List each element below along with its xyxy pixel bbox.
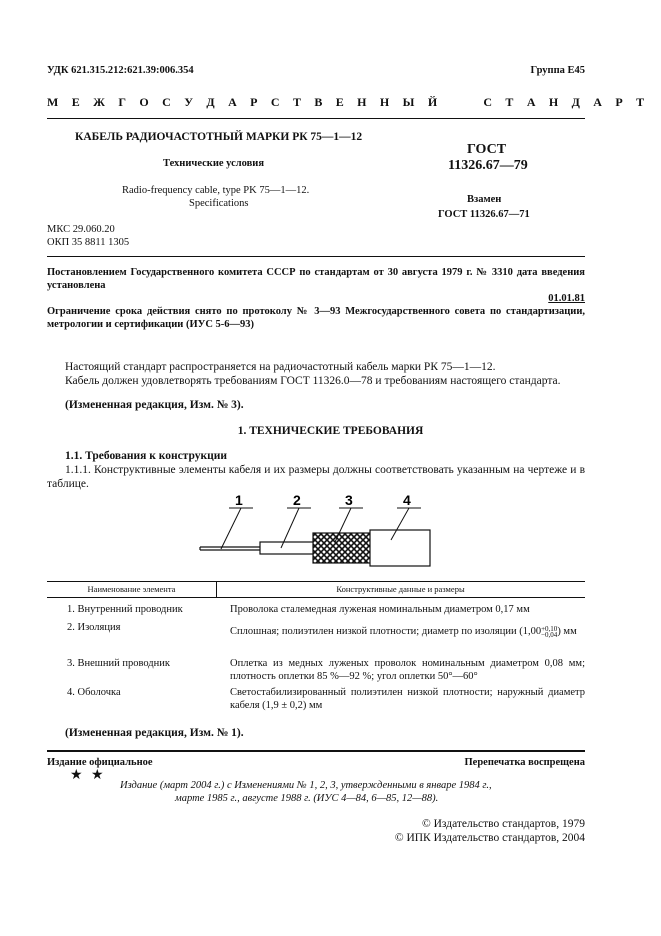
restriction-text: Ограничение срока действия снято по протоколу № 3—93 Межгосударственного совета по стандартизации, метрологии и сертификации (ИУС 5-6—93) — [47, 306, 585, 330]
table-header-data: Конструктивные данные и размеры — [336, 584, 465, 594]
cable-drawing — [195, 492, 445, 572]
udk-code: УДК 621.315.212:621.39:006.354 — [47, 65, 194, 76]
subsection-title: 1.1. Требования к конструкции — [65, 450, 227, 462]
callout-1: 1 — [235, 492, 243, 508]
amendment-note-3: (Измененная редакция, Изм. № 3). — [65, 399, 244, 411]
edition-note-line1: Издание (март 2004 г.) с Изменениями № 1, 2, 3, утвержденными в январе 1984 г., — [120, 780, 492, 791]
reprint-prohibited: Перепечатка воспрещена — [464, 757, 585, 768]
table-row-2-data-text: Сплошная; полиэтилен низкой плотности; диаметр по изоляции — [230, 626, 517, 637]
official-edition: Издание официальное — [47, 757, 153, 768]
header-rule — [47, 118, 585, 119]
callout-2: 2 — [293, 492, 301, 508]
title-rule — [47, 256, 585, 257]
english-title-line1: Radio-frequency cable, type PK 75—1—12. — [122, 185, 310, 196]
document-subtitle: Технические условия — [163, 158, 265, 169]
insulation-diameter-formula: (1,00 +0,10 −0,04 ) мм — [519, 624, 577, 639]
callout-4: 4 — [403, 492, 411, 508]
table-row-3-name: 3. Внешний проводник — [67, 658, 170, 669]
replaces-label: Взамен — [467, 194, 502, 205]
table-row-2-name: 2. Изоляция — [67, 622, 121, 633]
table-row-4-data: Светостабилизированный полиэтилен низкой плотности; наружный диаметр кабеля (1,9 ± 0,2) мм — [230, 687, 585, 711]
callout-3: 3 — [345, 492, 353, 508]
english-title-line2: Specifications — [189, 198, 249, 209]
footer-rule — [47, 750, 585, 752]
outer-conductor-braid — [313, 533, 371, 563]
jacket — [370, 530, 430, 566]
table-row-1-data: Проволока сталемедная луженая номинальным диаметром 0,17 мм — [230, 604, 530, 615]
okp-code: ОКП 35 8811 1305 — [47, 237, 130, 248]
mks-code: МКС 29.060.20 — [47, 224, 115, 235]
edition-note-line2: марте 1985 г., августе 1988 г. (ИУС 4—84, 6—85, 12—88). — [175, 793, 439, 804]
replaces-number: ГОСТ 11326.67—71 — [438, 209, 530, 220]
table-row-4-name: 4. Оболочка — [67, 687, 121, 698]
intro-paragraph-1: Настоящий стандарт распространяется на радиочастотный кабель марки РК 75—1—12. — [65, 361, 496, 373]
standard-banner: М Е Ж Г О С У Д А Р С Т В Е Н Н Ы Й С Т А Н Д А Р Т — [47, 95, 650, 109]
clause-text: 1.1.1. Конструктивные элементы кабеля и их размеры должны соответствовать указанным на чертеже и в таблице. — [47, 464, 585, 490]
stars-mark: ★ ★ — [70, 767, 106, 783]
copyright-1979: © Издательство стандартов, 1979 — [421, 818, 585, 830]
decree-text: Постановлением Государственного комитета СССР по стандартам от 30 августа 1979 г. № 3310 дата введения установлена — [47, 267, 585, 291]
effective-date: 01.01.81 — [548, 293, 585, 304]
insulation — [260, 542, 316, 554]
document-title: КАБЕЛЬ РАДИОЧАСТОТНЫЙ МАРКИ РК 75—1—12 — [75, 131, 363, 143]
table-top-rule — [47, 581, 585, 582]
table-row-2-data — [230, 621, 585, 638]
amendment-note-1: (Измененная редакция, Изм. № 1). — [65, 727, 244, 739]
gost-label: ГОСТ — [467, 142, 507, 157]
gost-number: 11326.67—79 — [448, 158, 528, 173]
group-code: Группа Е45 — [530, 65, 585, 76]
copyright-2004: © ИПК Издательство стандартов, 2004 — [394, 832, 585, 844]
table-header-rule — [47, 597, 585, 598]
section-title: 1. ТЕХНИЧЕСКИЕ ТРЕБОВАНИЯ — [237, 425, 424, 437]
table-row-1-name: 1. Внутренний проводник — [67, 604, 183, 615]
intro-paragraph-2: Кабель должен удовлетворять требованиям ГОСТ 11326.0—78 и требованиям настоящего стандарта. — [65, 375, 561, 387]
table-row-3-data: Оплетка из медных луженых проволок номинальным диаметром 0,08 мм; плотность оплетки 85 %—92 %; угол оплетки 50°—60° — [230, 658, 585, 682]
table-header-name: Наименование элемента — [87, 584, 176, 594]
